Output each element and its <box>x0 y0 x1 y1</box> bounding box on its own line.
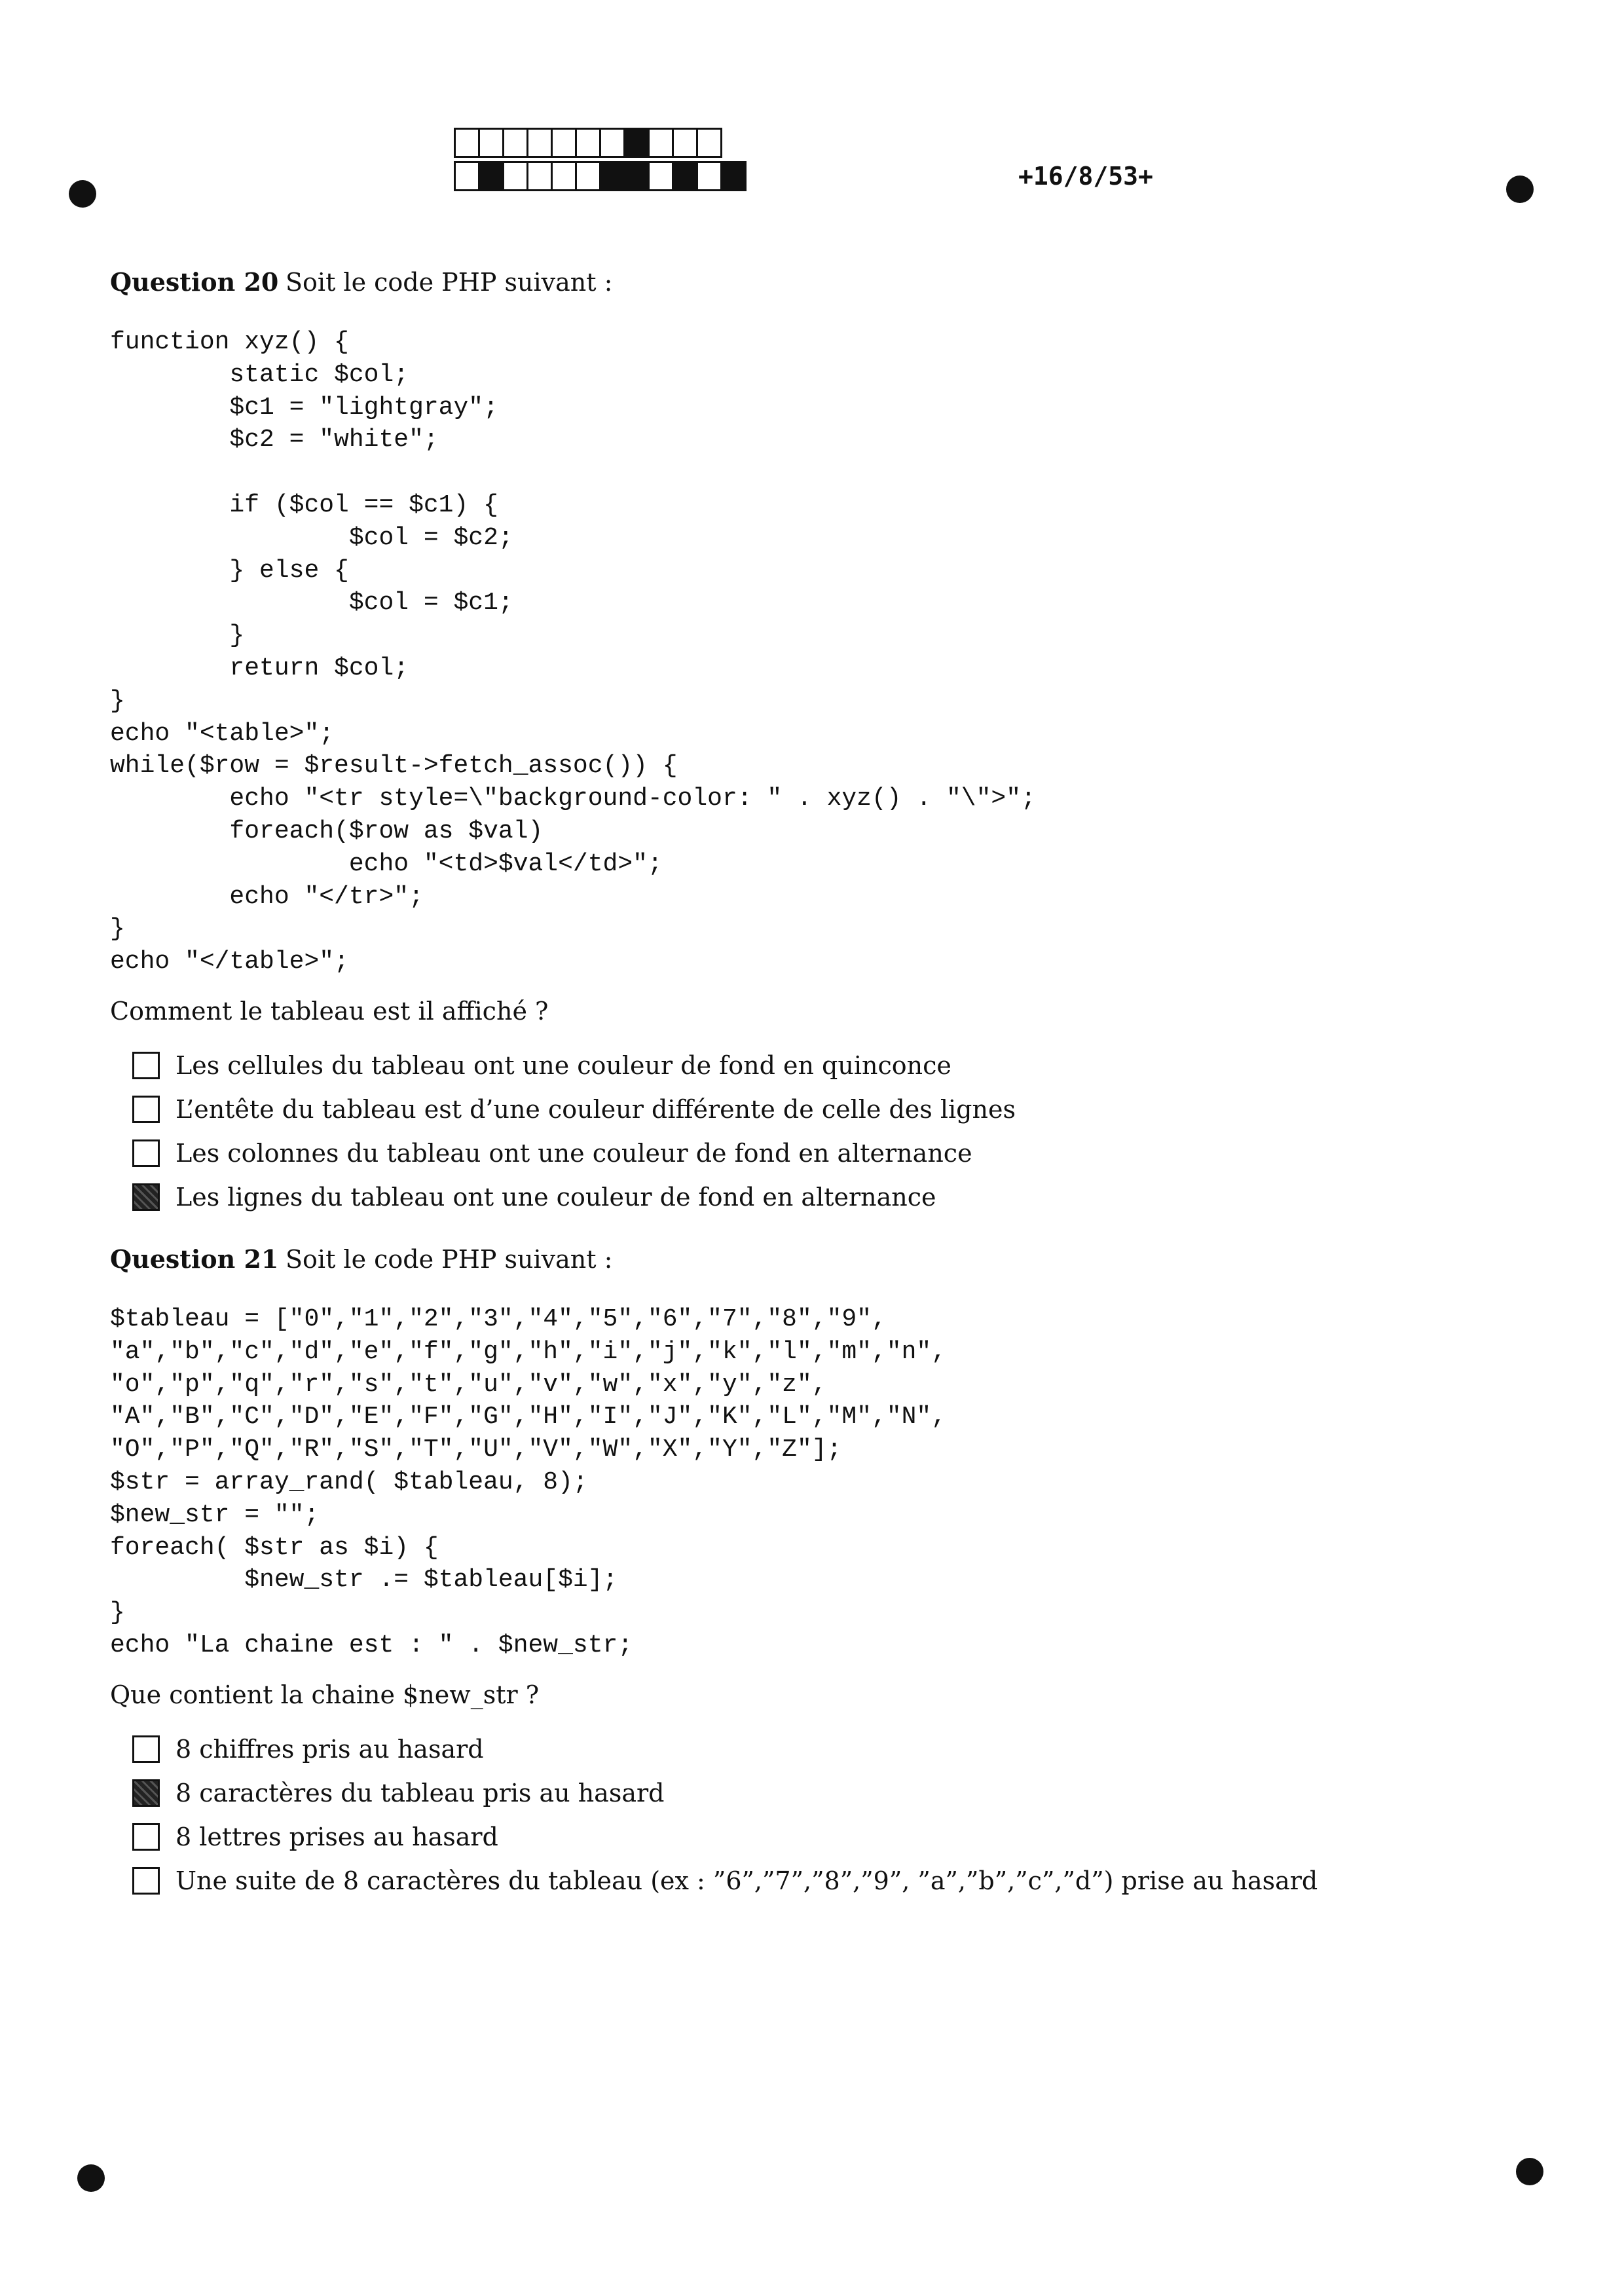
code-line: function xyz() { <box>110 328 349 356</box>
code-line: echo "<tr style=\"background-color: " . xyz() . "\">"; <box>110 785 1036 813</box>
answer-label: Une suite de 8 caractères du tableau (ex : ”6”,”7”,”8”,”9”, ”a”,”b”,”c”,”d”) prise au hasard <box>175 1866 1318 1896</box>
code-line: echo "</tr>"; <box>110 882 424 911</box>
question-intro: Soit le code PHP suivant : <box>286 268 613 297</box>
answer-choice[interactable] <box>132 1176 1485 1219</box>
answer-choices <box>132 1044 1485 1219</box>
question-21 <box>110 1244 1485 1903</box>
barcode-cell <box>454 161 480 191</box>
page-barcode-bottom <box>454 161 745 191</box>
barcode-cell <box>526 161 553 191</box>
code-line: echo "<td>$val</td>"; <box>110 849 663 878</box>
answer-choices <box>132 1728 1485 1903</box>
question-number: Question 21 <box>110 1244 279 1274</box>
code-line: return $col; <box>110 654 409 682</box>
code-line: echo "La chaine est : " . $new_str; <box>110 1631 633 1659</box>
question-intro: Soit le code PHP suivant : <box>286 1245 613 1274</box>
registration-mark-bottom-left <box>77 2164 105 2192</box>
barcode-cell <box>648 161 674 191</box>
barcode-cell <box>599 128 625 158</box>
question-header <box>110 267 1485 305</box>
barcode-cell <box>454 128 480 158</box>
code-line: "o","p","q","r","s","t","u","v","w","x","y","z", <box>110 1370 827 1399</box>
answer-label: L’entête du tableau est d’une couleur différente de celle des lignes <box>175 1095 1016 1124</box>
question-prompt: Comment le tableau est il affiché ? <box>110 996 549 1026</box>
answer-label: Les cellules du tableau ont une couleur de fond en quinconce <box>175 1051 951 1081</box>
code-block <box>110 1303 1485 1662</box>
answer-choice[interactable] <box>132 1132 1485 1176</box>
checkbox[interactable] <box>132 1823 160 1851</box>
code-line: $new_str .= $tableau[$i]; <box>110 1566 618 1595</box>
answer-label: Les colonnes du tableau ont une couleur de fond en alternance <box>175 1139 972 1168</box>
barcode-cell <box>575 128 601 158</box>
page-identifier: +16/8/53+ <box>1018 162 1153 191</box>
checkbox[interactable] <box>132 1735 160 1763</box>
answer-label: 8 lettres prises au hasard <box>175 1823 498 1852</box>
barcode-cell <box>720 161 747 191</box>
registration-mark-top-left <box>69 180 96 208</box>
code-line: foreach($row as $val) <box>110 817 544 845</box>
code-line: while($row = $result->fetch_assoc()) { <box>110 752 678 781</box>
barcode-cell <box>623 128 650 158</box>
code-line: $col = $c1; <box>110 589 513 618</box>
barcode-cell <box>551 161 577 191</box>
question-number: Question 20 <box>110 267 279 297</box>
answer-choice[interactable] <box>132 1728 1485 1771</box>
barcode-cell <box>623 161 650 191</box>
code-line: foreach( $str as $i) { <box>110 1533 439 1562</box>
question-header <box>110 1244 1485 1282</box>
page-barcode-top <box>454 128 720 158</box>
barcode-cell <box>526 128 553 158</box>
code-line: $c1 = "lightgray"; <box>110 393 498 422</box>
checkbox[interactable] <box>132 1139 160 1167</box>
barcode-cell <box>502 161 528 191</box>
answer-choice[interactable] <box>132 1859 1485 1903</box>
code-line: $c2 = "white"; <box>110 426 439 454</box>
registration-mark-bottom-right <box>1516 2158 1543 2185</box>
checkbox[interactable] <box>132 1052 160 1079</box>
answer-choice[interactable] <box>132 1771 1485 1815</box>
barcode-cell <box>478 161 504 191</box>
code-line: if ($col == $c1) { <box>110 491 498 519</box>
code-line: "a","b","c","d","e","f","g","h","i","j","k","l","m","n", <box>110 1337 947 1366</box>
code-line: echo "</table>"; <box>110 948 349 976</box>
code-line: "A","B","C","D","E","F","G","H","I","J","K","L","M","N", <box>110 1403 947 1432</box>
code-line: } <box>110 915 125 944</box>
answer-label: 8 caractères du tableau pris au hasard <box>175 1779 665 1808</box>
code-line: } <box>110 686 125 715</box>
barcode-cell <box>672 128 698 158</box>
code-line: $str = array_rand( $tableau, 8); <box>110 1468 588 1496</box>
code-line: static $col; <box>110 360 409 389</box>
barcode-cell <box>672 161 698 191</box>
code-line: echo "<table>"; <box>110 719 335 748</box>
barcode-cell <box>696 161 722 191</box>
barcode-cell <box>696 128 722 158</box>
barcode-cell <box>478 128 504 158</box>
checked-checkbox[interactable] <box>132 1183 160 1211</box>
answer-label: 8 chiffres pris au hasard <box>175 1735 484 1764</box>
barcode-cell <box>599 161 625 191</box>
code-line: $new_str = ""; <box>110 1500 320 1529</box>
barcode-cell <box>575 161 601 191</box>
checkbox[interactable] <box>132 1096 160 1123</box>
code-line: $col = $c2; <box>110 523 513 552</box>
checked-checkbox[interactable] <box>132 1779 160 1807</box>
answer-choice[interactable] <box>132 1088 1485 1132</box>
code-block <box>110 326 1485 978</box>
code-line: } <box>110 621 245 650</box>
code-line: } <box>110 1599 125 1627</box>
answer-choice[interactable] <box>132 1815 1485 1859</box>
code-line: $tableau = ["0","1","2","3","4","5","6","7","8","9", <box>110 1305 887 1333</box>
checkbox[interactable] <box>132 1867 160 1895</box>
code-line <box>110 456 1485 489</box>
answer-label: Les lignes du tableau ont une couleur de fond en alternance <box>175 1183 936 1212</box>
barcode-cell <box>551 128 577 158</box>
registration-mark-top-right <box>1506 176 1534 203</box>
code-line: "O","P","Q","R","S","T","U","V","W","X","Y","Z"]; <box>110 1435 842 1464</box>
question-20 <box>110 267 1485 1219</box>
barcode-cell <box>648 128 674 158</box>
barcode-cell <box>502 128 528 158</box>
question-prompt: Que contient la chaine $new_str ? <box>110 1680 540 1709</box>
code-line: } else { <box>110 556 349 585</box>
answer-choice[interactable] <box>132 1044 1485 1088</box>
